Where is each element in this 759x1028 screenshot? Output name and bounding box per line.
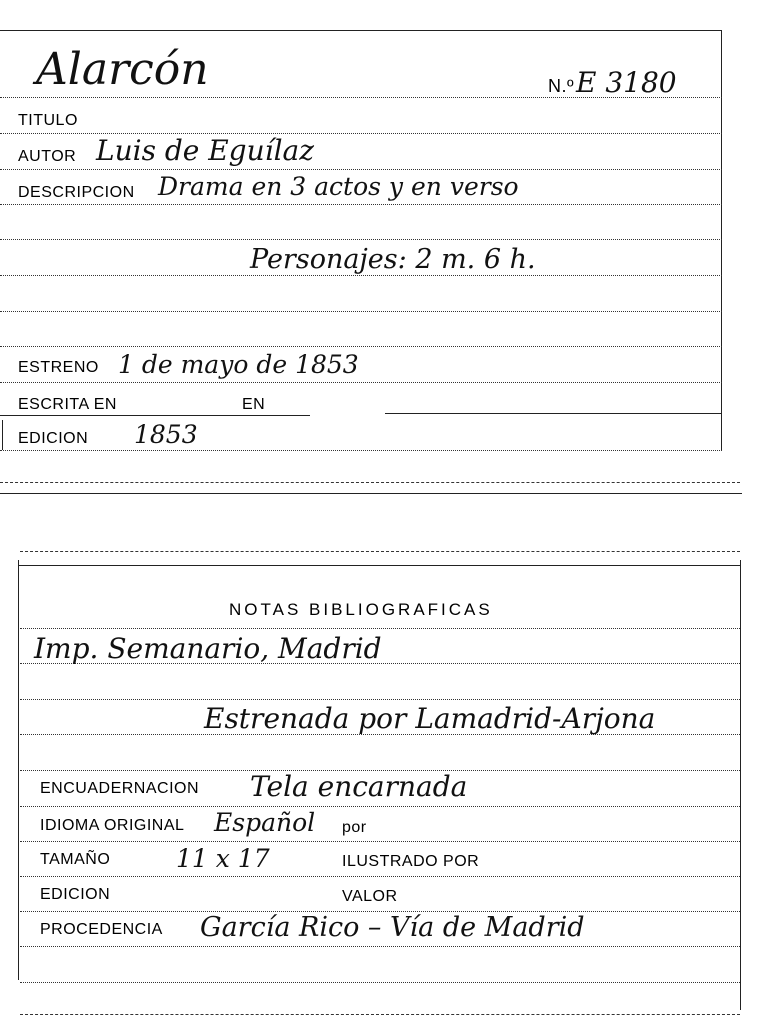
ruled-line (0, 239, 722, 240)
escrita-en-label: ESCRITA EN (18, 396, 117, 413)
card-title-handwritten: Alarcón (36, 44, 209, 95)
ruled-line (0, 382, 722, 383)
encuadernacion-value: Tela encarnada (250, 770, 468, 803)
edicion-label: EDICION (18, 430, 89, 447)
procedencia-value: García Rico – Vía de Madrid (200, 912, 585, 943)
card-cut-line (0, 482, 740, 483)
descripcion-label: DESCRIPCION (18, 184, 135, 201)
estreno-label: ESTRENO (18, 359, 99, 376)
ruled-line (0, 450, 722, 451)
por-label: por (342, 819, 367, 836)
valor-label: VALOR (342, 888, 398, 905)
edicion-value: 1853 (134, 420, 198, 449)
encuadernacion-label: ENCUADERNACION (40, 780, 200, 797)
scan-separator (0, 493, 742, 494)
notas-heading: NOTAS BIBLIOGRAFICAS (229, 600, 493, 619)
ruled-line (0, 204, 722, 205)
number-label: N.º (548, 76, 575, 96)
card-cut-line (20, 1014, 740, 1015)
card-left-edge (2, 420, 3, 450)
idioma-value: Español (214, 808, 316, 837)
estreno-value: 1 de mayo de 1853 (118, 350, 359, 379)
ruled-line (20, 699, 740, 700)
tamano-value: 11 x 17 (176, 844, 270, 873)
card-top-border (0, 30, 722, 31)
ilustrado-label: ILUSTRADO POR (342, 853, 480, 870)
ruled-line (385, 413, 722, 414)
ruled-line (20, 876, 740, 877)
procedencia-label: PROCEDENCIA (40, 921, 163, 938)
card-left-border (18, 560, 19, 980)
ruled-line (0, 169, 722, 170)
tamano-label: TAMAÑO (40, 851, 111, 868)
card-top-edge (20, 551, 740, 552)
ruled-line (20, 628, 740, 629)
card-right-border (740, 560, 741, 1010)
ruled-line (0, 275, 722, 276)
card-top-border (18, 565, 740, 566)
ruled-line (20, 841, 740, 842)
titulo-label: TITULO (18, 112, 78, 129)
autor-value: Luis de Eguílaz (96, 134, 314, 167)
card-right-border (721, 30, 722, 450)
ruled-line (0, 415, 310, 416)
ruled-line (20, 982, 740, 983)
idioma-label: IDIOMA ORIGINAL (40, 817, 185, 834)
note-line-2: Estrenada por Lamadrid-Arjona (204, 702, 656, 735)
autor-label: AUTOR (18, 148, 77, 165)
ruled-line (0, 346, 722, 347)
ruled-line (20, 946, 740, 947)
catalog-number: E 3180 (576, 66, 677, 99)
edicion-label: EDICION (40, 886, 111, 903)
ruled-line (20, 806, 740, 807)
personajes-value: Personajes: 2 m. 6 h. (250, 244, 536, 275)
descripcion-value: Drama en 3 actos y en verso (158, 172, 519, 201)
ruled-line (0, 311, 722, 312)
note-line-1: Imp. Semanario, Madrid (34, 632, 382, 665)
en-label: EN (242, 396, 266, 413)
